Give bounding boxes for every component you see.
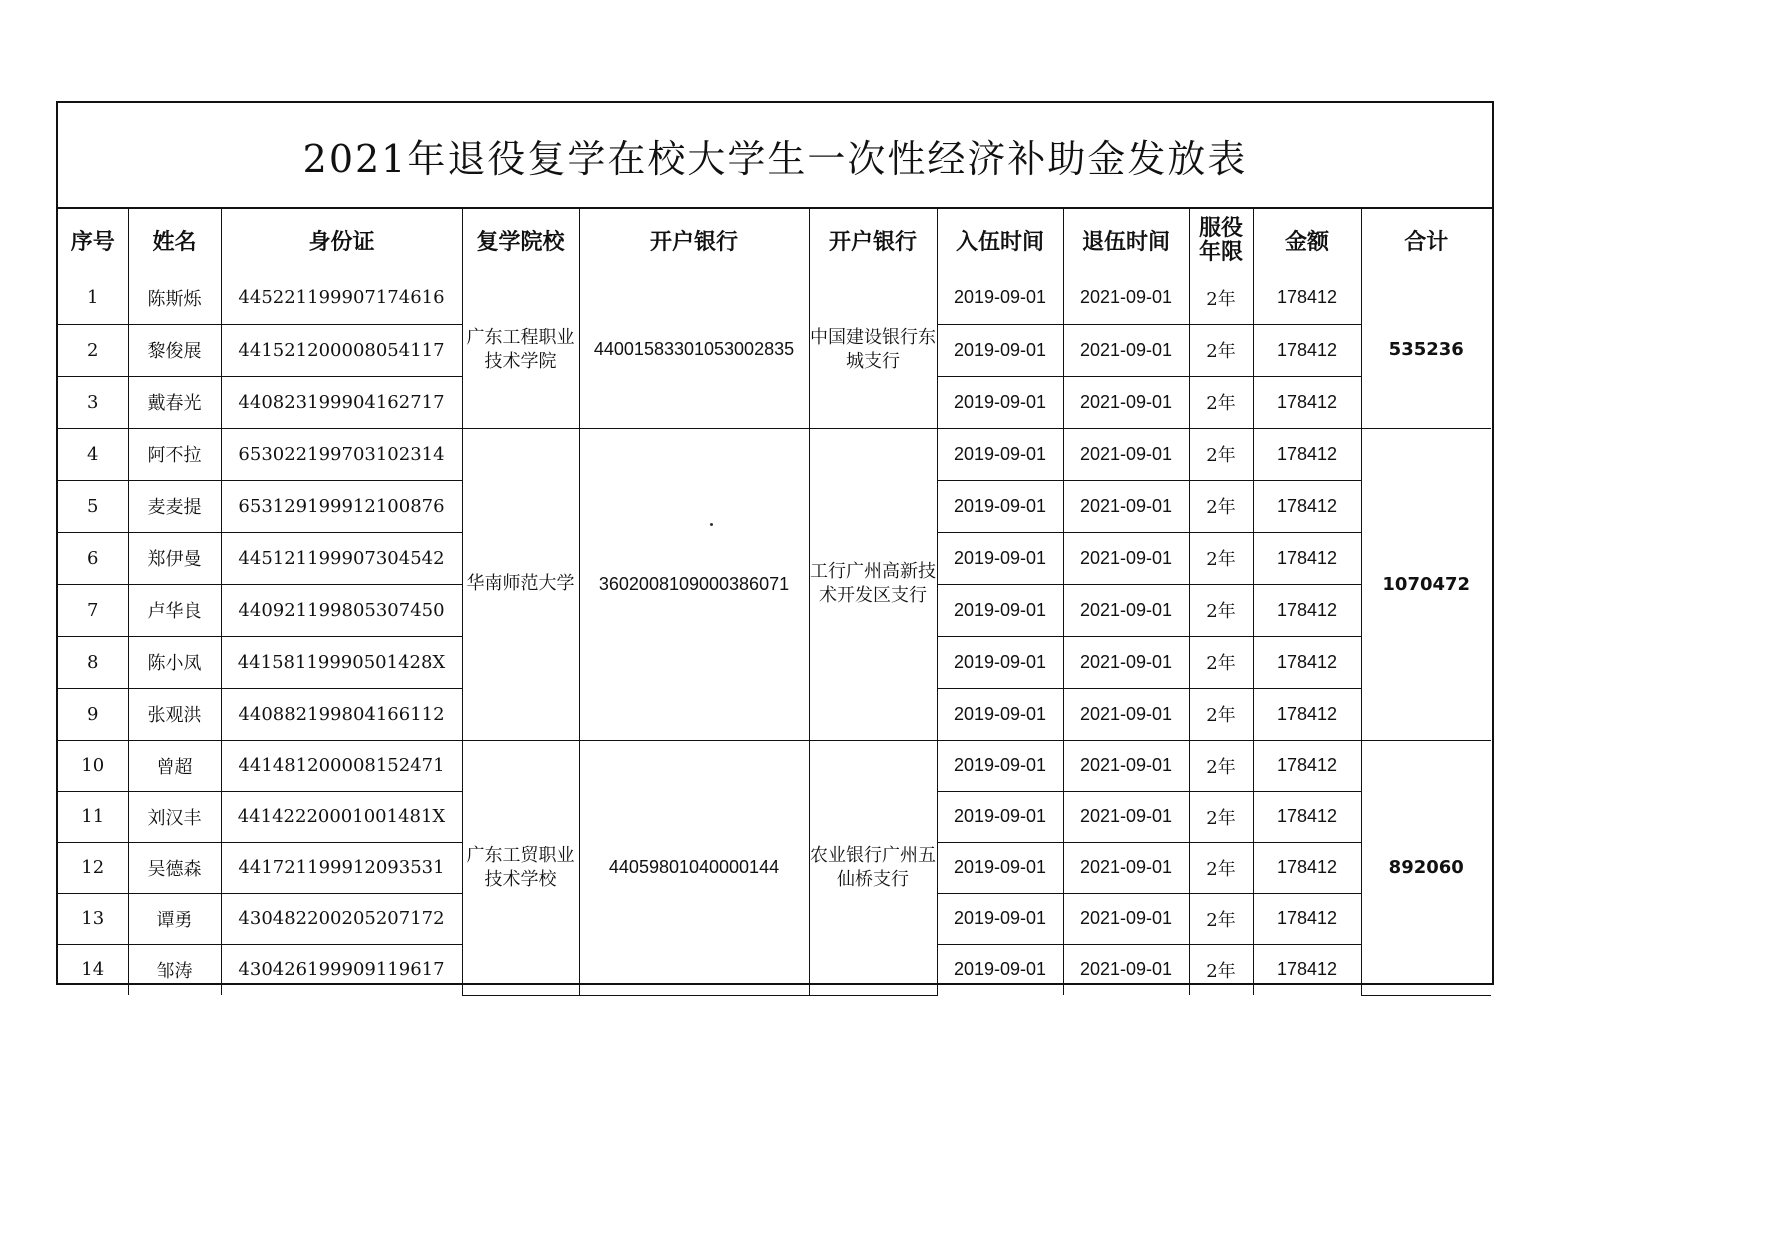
- cell-seq: 10: [58, 740, 128, 791]
- cell-years: 2年: [1189, 376, 1253, 428]
- cell-amount: 178412: [1253, 944, 1361, 995]
- cell-amount: 178412: [1253, 842, 1361, 893]
- header-account: 开户银行: [579, 209, 809, 272]
- table-body: [58, 272, 1491, 995]
- cell-seq: 4: [58, 428, 128, 480]
- cell-years: 2年: [1189, 480, 1253, 532]
- cell-id: 440882199804166112: [221, 688, 462, 740]
- cell-seq: 2: [58, 324, 128, 376]
- cell-id: 653022199703102314: [221, 428, 462, 480]
- cell-years: 2年: [1189, 324, 1253, 376]
- cell-name: 卢华良: [128, 584, 221, 636]
- cell-years: 2年: [1189, 428, 1253, 480]
- table-row: [58, 740, 1491, 791]
- header-row: [58, 209, 1491, 272]
- cell-id: 430426199909119617: [221, 944, 462, 995]
- table-row: [58, 428, 1491, 480]
- cell-name: 邹涛: [128, 944, 221, 995]
- cell-enlist: 2019-09-01: [937, 376, 1063, 428]
- subsidy-table-sheet: [56, 101, 1494, 985]
- cell-years: 2年: [1189, 688, 1253, 740]
- cell-enlist: 2019-09-01: [937, 893, 1063, 944]
- cell-discharge: 2021-09-01: [1063, 272, 1189, 324]
- cell-name: 刘汉丰: [128, 791, 221, 842]
- cell-amount: 178412: [1253, 688, 1361, 740]
- cell-total: 892060: [1361, 740, 1491, 995]
- cell-discharge: 2021-09-01: [1063, 376, 1189, 428]
- cell-amount: 178412: [1253, 428, 1361, 480]
- cell-years: 2年: [1189, 893, 1253, 944]
- cell-seq: 6: [58, 532, 128, 584]
- cell-id: 441721199912093531: [221, 842, 462, 893]
- cell-seq: 7: [58, 584, 128, 636]
- cell-name: 张观洪: [128, 688, 221, 740]
- cell-name: 陈小凤: [128, 636, 221, 688]
- cell-years: 2年: [1189, 791, 1253, 842]
- cell-enlist: 2019-09-01: [937, 842, 1063, 893]
- cell-discharge: 2021-09-01: [1063, 428, 1189, 480]
- cell-discharge: 2021-09-01: [1063, 324, 1189, 376]
- header-enlist: 入伍时间: [937, 209, 1063, 272]
- cell-years: 2年: [1189, 272, 1253, 324]
- cell-seq: 3: [58, 376, 128, 428]
- cell-id: 44158119990501428X: [221, 636, 462, 688]
- cell-id: 440921199805307450: [221, 584, 462, 636]
- cell-seq: 13: [58, 893, 128, 944]
- cell-seq: 14: [58, 944, 128, 995]
- table-row: [58, 272, 1491, 324]
- cell-account: 44001583301053002835: [579, 272, 809, 428]
- cell-seq: 1: [58, 272, 128, 324]
- cell-enlist: 2019-09-01: [937, 480, 1063, 532]
- cell-school: 广东工程职业技术学院: [462, 272, 579, 428]
- cell-years: 2年: [1189, 636, 1253, 688]
- cell-amount: 178412: [1253, 324, 1361, 376]
- cell-discharge: 2021-09-01: [1063, 893, 1189, 944]
- cell-enlist: 2019-09-01: [937, 428, 1063, 480]
- cell-enlist: 2019-09-01: [937, 324, 1063, 376]
- cell-years: 2年: [1189, 944, 1253, 995]
- cell-enlist: 2019-09-01: [937, 944, 1063, 995]
- cell-total: 535236: [1361, 272, 1491, 428]
- cell-enlist: 2019-09-01: [937, 584, 1063, 636]
- cell-name: 黎俊展: [128, 324, 221, 376]
- cell-discharge: 2021-09-01: [1063, 584, 1189, 636]
- cell-amount: 178412: [1253, 791, 1361, 842]
- cell-id: 441481200008152471: [221, 740, 462, 791]
- cell-name: 曾超: [128, 740, 221, 791]
- cell-seq: 8: [58, 636, 128, 688]
- header-school: 复学院校: [462, 209, 579, 272]
- page-title: 2021年退役复学在校大学生一次性经济补助金发放表: [302, 136, 1248, 181]
- stray-mark: [710, 523, 713, 526]
- cell-amount: 178412: [1253, 636, 1361, 688]
- header-years: 服役年限: [1189, 209, 1253, 272]
- header-id: 身份证: [221, 209, 462, 272]
- cell-discharge: 2021-09-01: [1063, 636, 1189, 688]
- cell-enlist: 2019-09-01: [937, 532, 1063, 584]
- title-row: [58, 103, 1492, 209]
- header-amount: 金额: [1253, 209, 1361, 272]
- cell-bank: 工行广州高新技术开发区支行: [809, 428, 937, 740]
- cell-id: 445221199907174616: [221, 272, 462, 324]
- cell-seq: 9: [58, 688, 128, 740]
- cell-amount: 178412: [1253, 272, 1361, 324]
- cell-name: 阿不拉: [128, 428, 221, 480]
- cell-amount: 178412: [1253, 584, 1361, 636]
- cell-school: 华南师范大学: [462, 428, 579, 740]
- cell-discharge: 2021-09-01: [1063, 944, 1189, 995]
- cell-discharge: 2021-09-01: [1063, 480, 1189, 532]
- cell-amount: 178412: [1253, 893, 1361, 944]
- cell-account: 44059801040000144: [579, 740, 809, 995]
- cell-amount: 178412: [1253, 740, 1361, 791]
- cell-discharge: 2021-09-01: [1063, 842, 1189, 893]
- cell-seq: 5: [58, 480, 128, 532]
- cell-discharge: 2021-09-01: [1063, 740, 1189, 791]
- cell-id: 430482200205207172: [221, 893, 462, 944]
- cell-name: 吴德森: [128, 842, 221, 893]
- cell-years: 2年: [1189, 584, 1253, 636]
- header-seq: 序号: [58, 209, 128, 272]
- cell-enlist: 2019-09-01: [937, 791, 1063, 842]
- cell-name: 麦麦提: [128, 480, 221, 532]
- header-bank: 开户银行: [809, 209, 937, 272]
- cell-amount: 178412: [1253, 376, 1361, 428]
- cell-id: 441521200008054117: [221, 324, 462, 376]
- subsidy-table: [58, 209, 1491, 996]
- cell-years: 2年: [1189, 532, 1253, 584]
- cell-enlist: 2019-09-01: [937, 740, 1063, 791]
- cell-account: 3602008109000386071: [579, 428, 809, 740]
- header-total: 合计: [1361, 209, 1491, 272]
- cell-discharge: 2021-09-01: [1063, 791, 1189, 842]
- cell-enlist: 2019-09-01: [937, 272, 1063, 324]
- cell-name: 戴春光: [128, 376, 221, 428]
- cell-amount: 178412: [1253, 480, 1361, 532]
- cell-years: 2年: [1189, 842, 1253, 893]
- cell-years: 2年: [1189, 740, 1253, 791]
- cell-seq: 11: [58, 791, 128, 842]
- cell-name: 谭勇: [128, 893, 221, 944]
- cell-discharge: 2021-09-01: [1063, 688, 1189, 740]
- cell-school: 广东工贸职业技术学校: [462, 740, 579, 995]
- cell-amount: 178412: [1253, 532, 1361, 584]
- cell-name: 陈斯烁: [128, 272, 221, 324]
- cell-id: 445121199907304542: [221, 532, 462, 584]
- cell-total: 1070472: [1361, 428, 1491, 740]
- header-name: 姓名: [128, 209, 221, 272]
- cell-discharge: 2021-09-01: [1063, 532, 1189, 584]
- cell-id: 44142220001001481X: [221, 791, 462, 842]
- cell-seq: 12: [58, 842, 128, 893]
- cell-bank: 中国建设银行东城支行: [809, 272, 937, 428]
- cell-id: 653129199912100876: [221, 480, 462, 532]
- cell-bank: 农业银行广州五仙桥支行: [809, 740, 937, 995]
- header-discharge: 退伍时间: [1063, 209, 1189, 272]
- cell-id: 440823199904162717: [221, 376, 462, 428]
- cell-name: 郑伊曼: [128, 532, 221, 584]
- cell-enlist: 2019-09-01: [937, 688, 1063, 740]
- cell-enlist: 2019-09-01: [937, 636, 1063, 688]
